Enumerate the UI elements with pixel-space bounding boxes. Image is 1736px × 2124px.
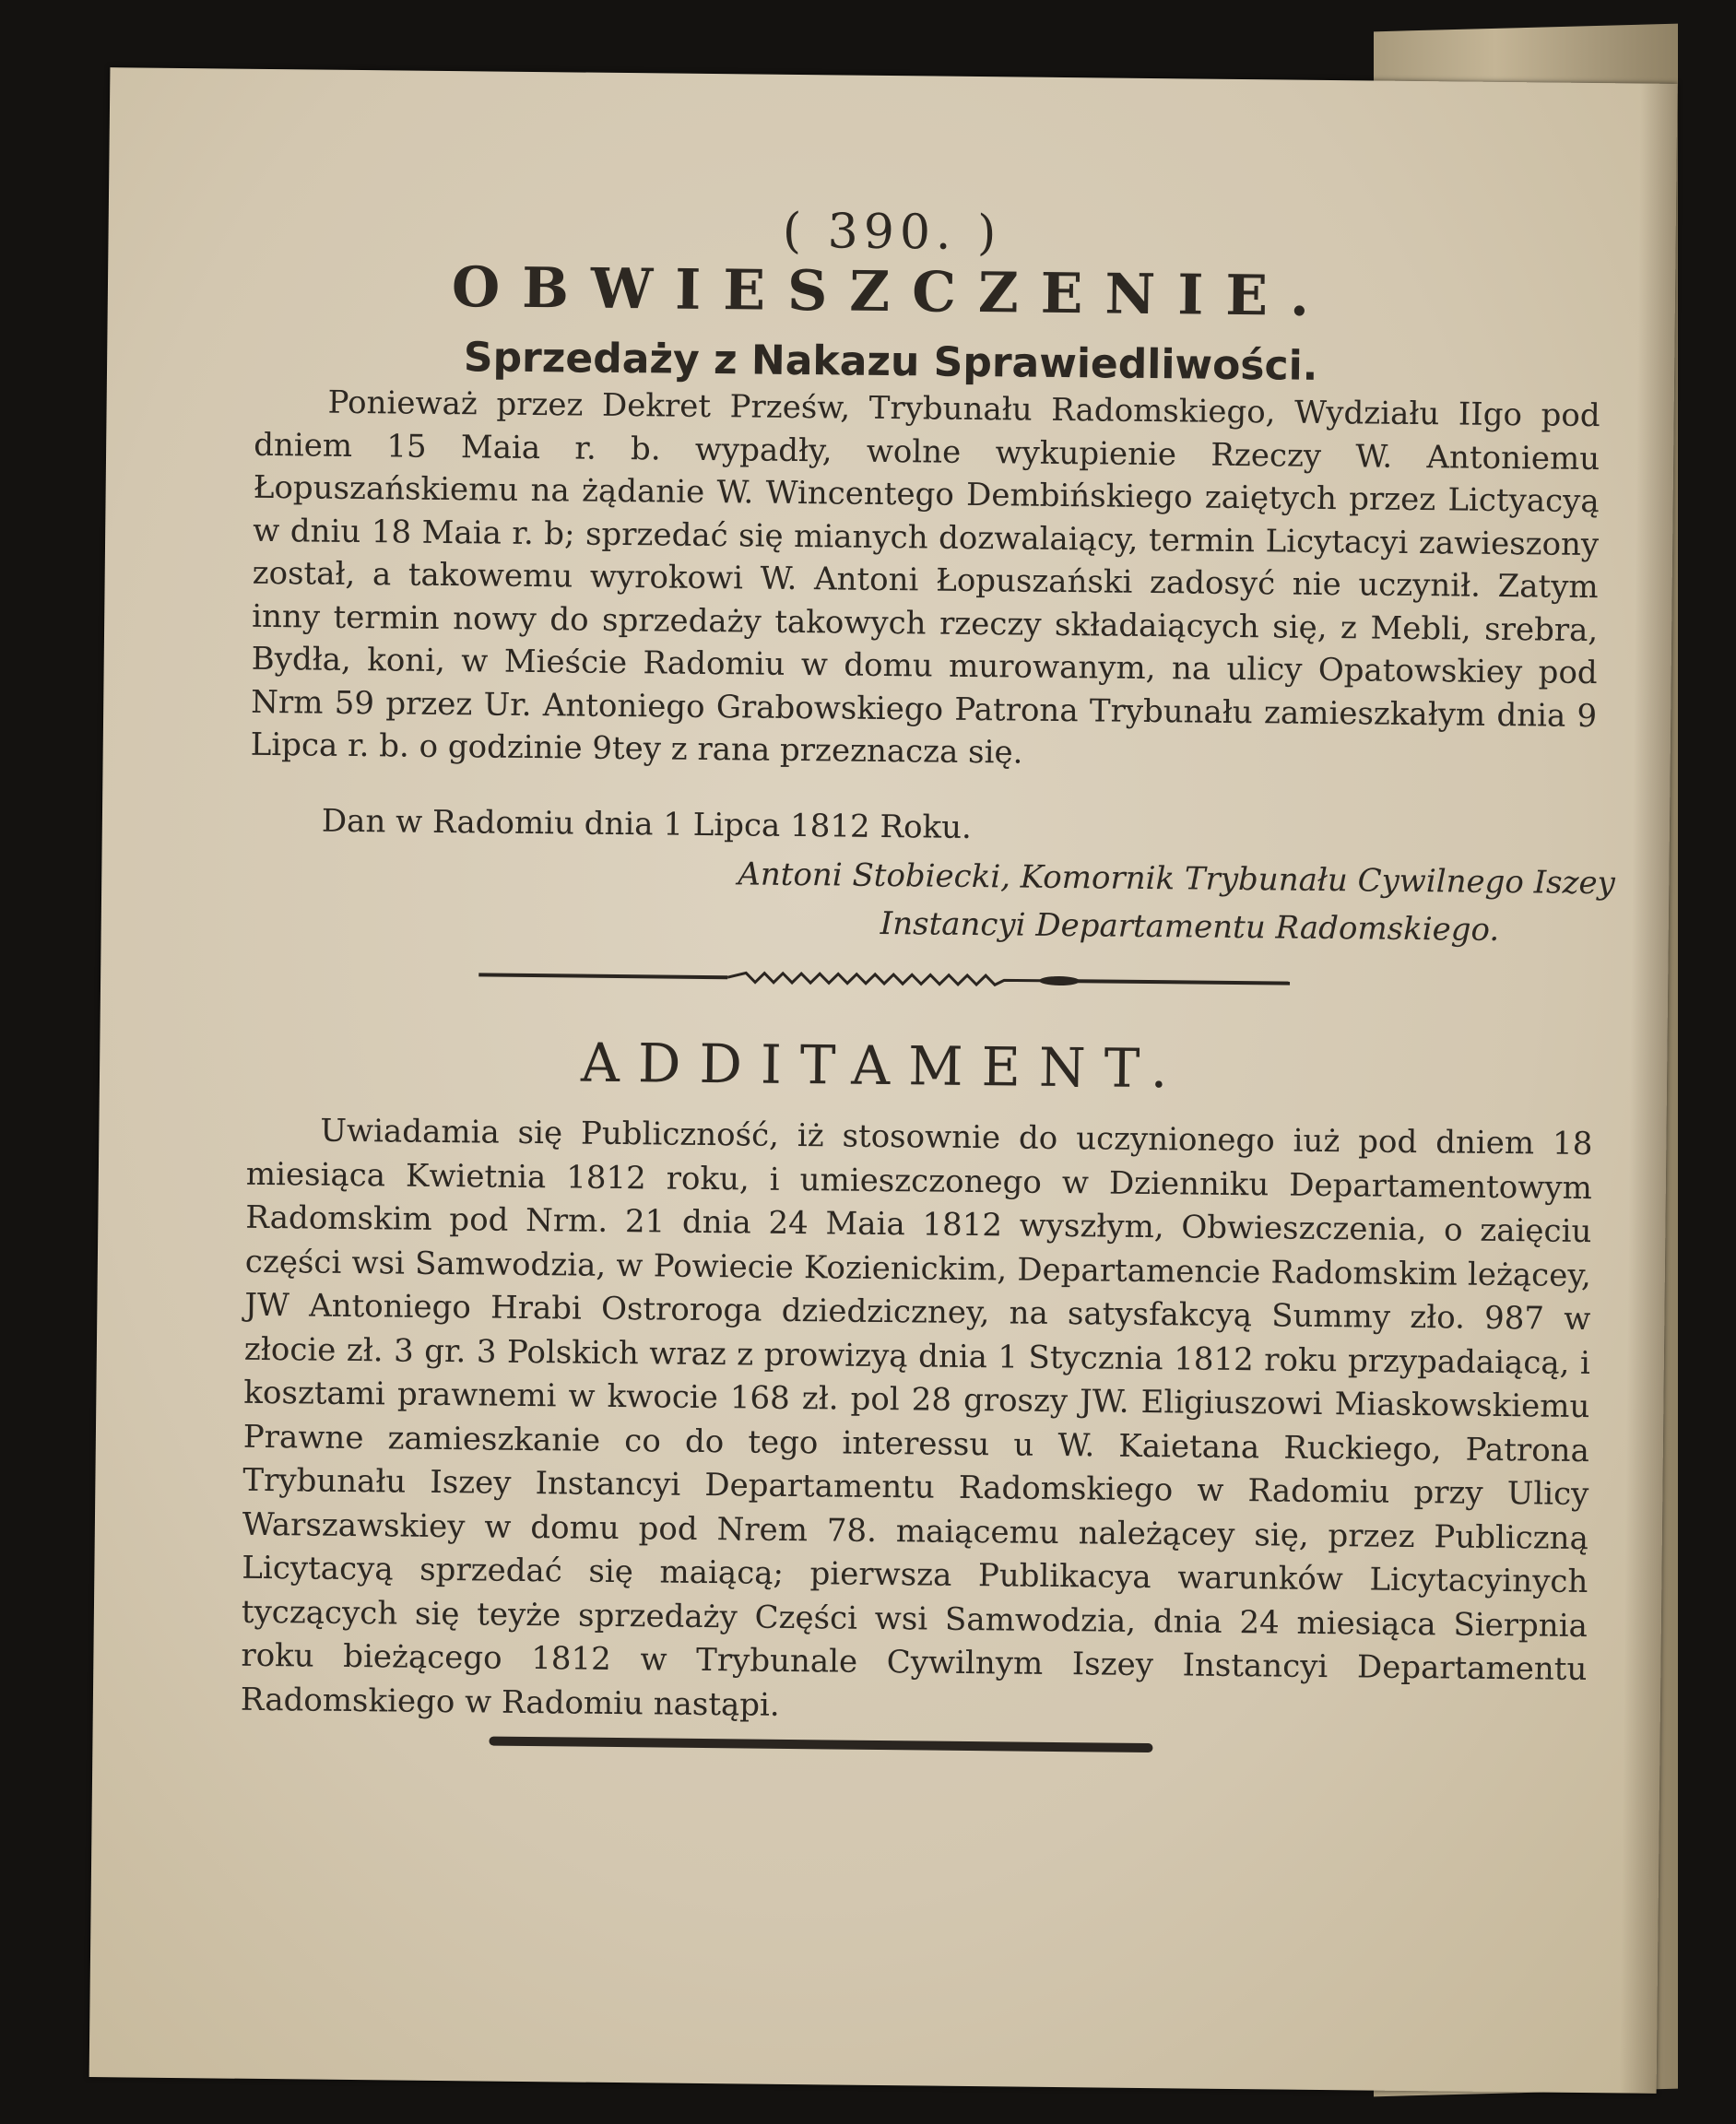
signature-line: Antoni Stobiecki, Komornik Trybunału Cywilnego Iszey: [738, 856, 1616, 903]
supplement-title: ADDITAMENT.: [580, 1031, 1187, 1101]
ornamental-divider: [478, 961, 1290, 997]
signature-line: Instancyi Departamentu Radomskiego.: [880, 904, 1500, 949]
document-page: [89, 67, 1678, 2094]
notice-subtitle: Sprzedaży z Nakazu Sprawiedliwości.: [463, 334, 1318, 390]
end-rule: [489, 1737, 1152, 1753]
supplement-body: Uwiadamia się Publiczność, iż stosownie do uczynionego iuż pod dniem 18 miesiąca Kwietnia 1812 roku, i umieszczonego w Dzienniku Departamentowym Radomskim pod Nrm. 21 dnia 24 Maia 1812 wyszłym, Obwieszczenia, o zaięciu części wsi Samwodzia, w Powiecie Kozienickim, Departamencie Radomskim leżącey, JW Antoniego Hrabi Ostroroga dziedziczney, na satysfakcyą Summy zło. 987 w złocie zł. 3 gr. 3 Polskich wraz z prowizyą dnia 1 Stycznia 1812 roku przypadaiącą, i kosztami prawnemi w kwocie 168 zł. pol 28 groszy JW. Eligiuszowi Miaskowskiemu Prawne zamieszkanie co do tego interessu u W. Kaietana Ruckiego, Patrona Trybunału Iszey Instancyi Departamentu Radomskiego w Radomiu przy Ulicy Warszawskiey w domu pod Nrem 78. maiącemu należącey się, przez Publiczną Licytacyą sprzedać się maiącą; pierwsza Publikacya warunków Licytacyinych tyczących się teyże sprzedaży Części wsi Samwodzia, dnia 24 miesiąca Sierpnia roku bieżącego 1812 w Trybunale Cywilnym Iszey Instancyi Departamentu Radomskiego w Radomiu nastąpi.: [240, 1112, 1593, 1724]
notice-body: Ponieważ przez Dekret Prześw, Trybunału Radomskiego, Wydziału IIgo pod dniem 15 Maia r. b. wypadły, wolne wykupienie Rzeczy W. Antoniemu Łopuszańskiemu na żądanie W. Wincentego Dembińskiego zaiętych przez Lictyacyą w dniu 18 Maia r. b; sprzedać się mianych dozwalaiący, termin Licytacyi zawieszony został, a takowemu wyrokowi W. Antoni Łopuszański zadosyć nie uczynił. Zatym inny termin nowy do sprzedaży takowych rzeczy składaiących się, z Mebli, srebra, Bydła, koni, w Mieście Radomiu w domu murowanym, na ulicy Opatowskiey pod Nrm 59 przez Ur. Antoniego Grabowskiego Patrona Trybunału zamieszkałym dnia 9 Lipca r. b. o godzinie 9tey z rana przeznacza się.: [250, 384, 1600, 772]
notice-dateline: Dan w Radomiu dnia 1 Lipca 1812 Roku.: [321, 802, 973, 846]
notice-title: OBWIESZCZENIE.: [451, 255, 1332, 330]
page-number: ( 390. ): [782, 203, 1002, 262]
